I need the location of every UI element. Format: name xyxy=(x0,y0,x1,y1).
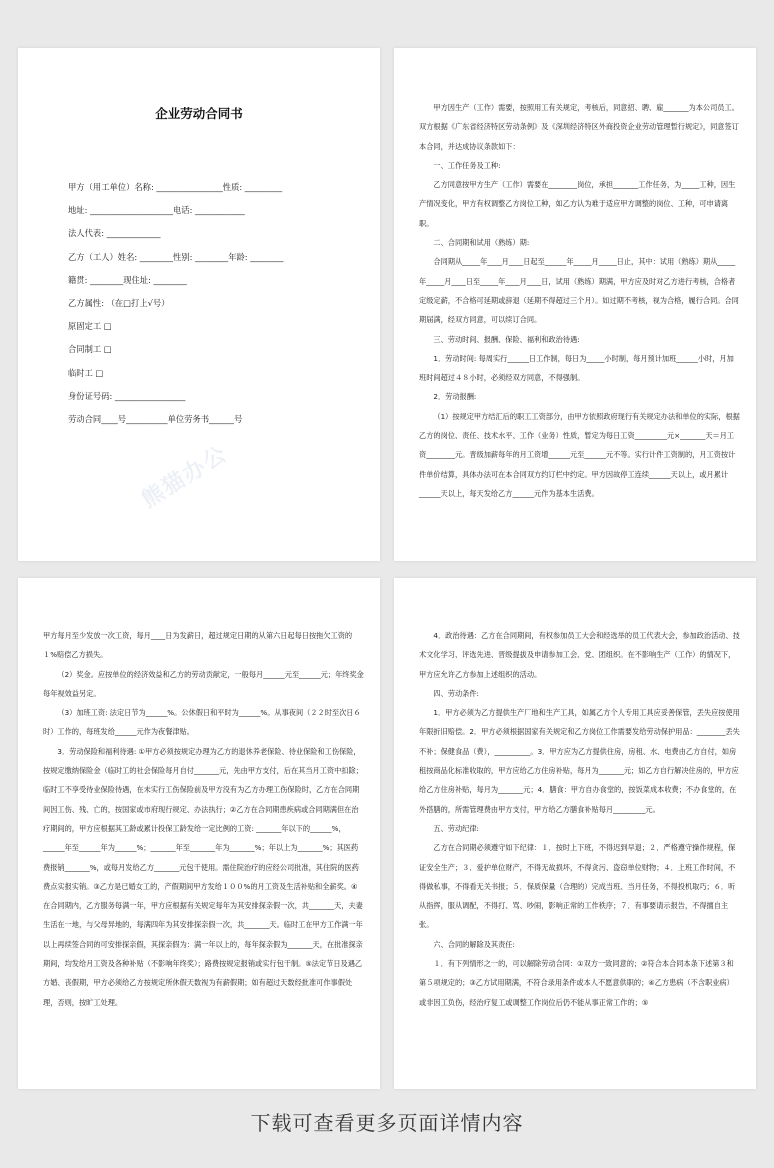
contract-page-2 xyxy=(394,48,756,561)
contract-paragraph: 1．甲方必须为乙方提供生产厂地和生产工具，如属乙方个人专用工具应妥善保管，丢失应按使用年限折旧赔偿。2．甲方必须根据国家有关规定和乙方岗位工作需要发给劳动保护用品：________丢失不补；保健食品（费），__________。3．甲方应为乙方提供住房，房租、水、电费由乙方自付，如房租按商品化标准收取的，甲方应给乙方住房补贴，每月为_______元；如乙方自行解决住房的，甲方应给乙方住房补贴，每月为_______元；4．膳食：甲方自办食堂的，按饭菜成本收费；不办食堂的，在外搭膳的，所需管理费由甲方支付，甲方给乙方膳食补贴每月_________元。 xyxy=(419,708,740,814)
contract-paragraph: １．有下列情形之一的，可以解除劳动合同：①双方一致同意的；②符合本合同本条下述第３和第５项规定的；③乙方试用期满，不符合录用条件或本人不愿意供职的；④乙方患病（不含职业病）或非因工负伤，经治疗复工或调整工作岗位后仍不能从事正常工作的；⑤ xyxy=(419,959,734,1007)
field-line: 籍贯: ________现住址: ________ xyxy=(68,274,187,285)
contract-paragraph: （3）加班工资: 法定日节为______%。公休假日和平时为______%。从事夜间（２２时至次日６时）工作的，每班发给______元作为夜餐津贴。 xyxy=(43,708,361,737)
download-more-text: 下载可查看更多页面详情内容 xyxy=(250,1111,524,1135)
contract-paragraph: 甲方因生产（工作）需要，按照用工有关规定，考核后，同意招、聘、雇_______为本公司员工。双方根据《广东省经济特区劳动条例》及《深圳经济特区外商投资企业劳动管理暂行规定》，同意签订本合同，并达成协议条款如下： xyxy=(419,103,739,151)
contract-paragraph: （2）奖金。应按单位的经济效益和乙方的劳动贡献定，一般每月______元至______元；年终奖金每年视效益另定。 xyxy=(43,669,364,698)
contract-page-3 xyxy=(18,578,380,1089)
contract-page-1 xyxy=(18,48,380,561)
contract-paragraph: 1．劳动时间: 每周实行______日工作制，每日为_____小时制，每月预计加班______小时，月加班时间超过４８小时，必须经双方同意，不得强制。 xyxy=(419,353,734,383)
page-body xyxy=(419,626,740,1012)
party-fields xyxy=(68,176,368,431)
field-line: 劳动合同____号__________单位劳务书______号 xyxy=(68,414,243,425)
field-line: 原固定工 □ xyxy=(68,321,112,332)
contract-paragraph: 乙方在合同期必须遵守如下纪律：１．按时上下班，不得迟到早退；２．严格遵守操作规程，保证安全生产；３．爱护单位财产，不得无故损坏，不得贪污、盗窃单位财物；４．上班工作时间，不得做私事，不得看无关书报；５．保质保量（合理的）完成当班、当月任务，不得投机取巧；６．听从指挥，服从调配，不得打、骂、吵闹，影响正常的工作秩序；７．有事要请示报告，不得擅自主张。 xyxy=(419,843,736,930)
field-line: 地址: ____________________电话: ____________ xyxy=(68,205,245,216)
contract-paragraph: 2．劳动报酬: xyxy=(433,392,477,402)
contract-paragraph: 五、劳动纪律: xyxy=(433,823,479,833)
field-line: 合同制工 □ xyxy=(68,344,112,355)
contract-paragraph: 三、劳动时间、报酬、保险、福利和政治待遇: xyxy=(433,334,580,344)
contract-paragraph: 乙方同意按甲方生产（工作）需要在________岗位，承担_______工作任务，为_____工种，因生产情况变化，甲方有权调整乙方岗位工种，如乙方认为难于适应甲方调整的岗位、工种，可申请离职。 xyxy=(419,180,736,228)
contract-paragraph: （1）按规定甲方结汇后的职工工资部分，由甲方依照政府现行有关规定办法和单位的实际，根据乙方的岗位、责任、技术水平、工作（业务）性质，暂定为每日工资_________元×_______天＝月工资________元。晋级加薪每年的月工资增______元至______元不等。实行计件工资制的，月工资按计件单价结算，具体办法可在本合同双方约订栏中约定。甲方因故停工连续______天以上，或月累计______天以上，每天发给乙方______元作为基本生活费。 xyxy=(419,411,740,498)
field-line: 法人代表: _____________ xyxy=(68,228,161,239)
contract-paragraph: 4．政治待遇：乙方在合同期间，有权参加员工大会和经选举的员工代表大会，参加政治活动、技术文化学习、评选先进、晋级提拔及申请参加工会、党、团组织。在不影响生产（工作）的情况下，甲方应允许乙方参加上述组织的活动。 xyxy=(419,631,740,679)
contract-paragraph: 四、劳动条件: xyxy=(433,688,479,698)
contract-paragraph: 合同期从_____年____月____日起至______年_____月_____日止，其中：试用（熟练）期从_____年_____月____日至_____年____月____日，试用（熟练）期满，甲方应及时对乙方进行考核，合格者定级定薪，不合格可延期或辞退（延期不得超过三个月）。如过期不考核，视为合格，履行合同。合同期届满，经双方同意，可以续订合同。 xyxy=(419,257,739,325)
contract-paragraph: 二、合同期和试用（熟练）期: xyxy=(433,238,530,248)
contract-title: 企业劳动合同书 xyxy=(155,106,243,121)
page-body xyxy=(43,626,364,1012)
contract-page-4 xyxy=(394,578,756,1089)
field-line: 乙方（工人）姓名: ________性别: ________年龄: ________ xyxy=(68,251,284,262)
field-line: 甲方（用工单位）名称: ________________性质: _________ xyxy=(68,182,283,192)
field-line: 乙方属性: （在□打上√号） xyxy=(68,298,170,309)
contract-paragraph: 六、合同的解除及其责任: xyxy=(433,939,515,949)
watermark: 熊猫办公 xyxy=(137,441,233,514)
contract-paragraph: 一、工作任务及工种: xyxy=(433,160,501,170)
field-line: 临时工 □ xyxy=(68,367,104,378)
contract-paragraph: 甲方每月至少发放一次工资，每月____日为发薪日，超过规定日期的从第六日起每日按拖欠工资的１%赔偿乙方损失。 xyxy=(43,631,353,660)
contract-paragraph: 3．劳动保险和福利待遇: ①甲方必须按规定办理为乙方的退休养老保险、待业保险和工伤保险，按规定缴纳保险金（临时工的社会保险每月自付_______元，先由甲方支付，后在其当月工资中扣除；临时工不享受待业保险待遇，在未实行工伤保险前及甲方没有为乙方办理工伤保险时，乙方在合同期间因工伤、残、亡的，按国家或市府现行规定、办法执行；②乙方在合同期患疾病或合同期满但在治疗期间的，甲方应根据其工龄或累计投保工龄发给一定比例的工资: _______年以下的______%，______年至______年为______%；_______年至_______年为_______%；年以上为_______%；其医药费报销_______%，或每月发给乙方_______元包干使用。需住院治疗的应经公司批准，其住院的医药费点实报实销。③乙方是已婚女工的，产假期间甲方发给１００%的月工资及生活补贴和全薪奖。④在合同期内，乙方服务每满一年，甲方应根据有关规定每年为其安排探亲假一次，共_______天，夫妻生活在一地，与父母异地的，每满四年为其安排探亲假一次，共_______天。临时工在甲方工作满一年以上再续签合同的可安排探亲假，其探亲假为：满一年以上的，每年探亲假为_______天，在批准探亲期间，均发给月工资及各种补贴（不影响年终奖）；路费按规定报销或实行包干制。⑤法定节日及遇乙方婚、丧假期，甲方必须给乙方按规定所休假天数视为有薪假期；如有超过天数经批准可作事假处理，否则，按旷工处理。 xyxy=(43,746,363,1007)
page-body xyxy=(419,98,740,503)
field-line: 身份证号码: _________________ xyxy=(68,390,186,401)
